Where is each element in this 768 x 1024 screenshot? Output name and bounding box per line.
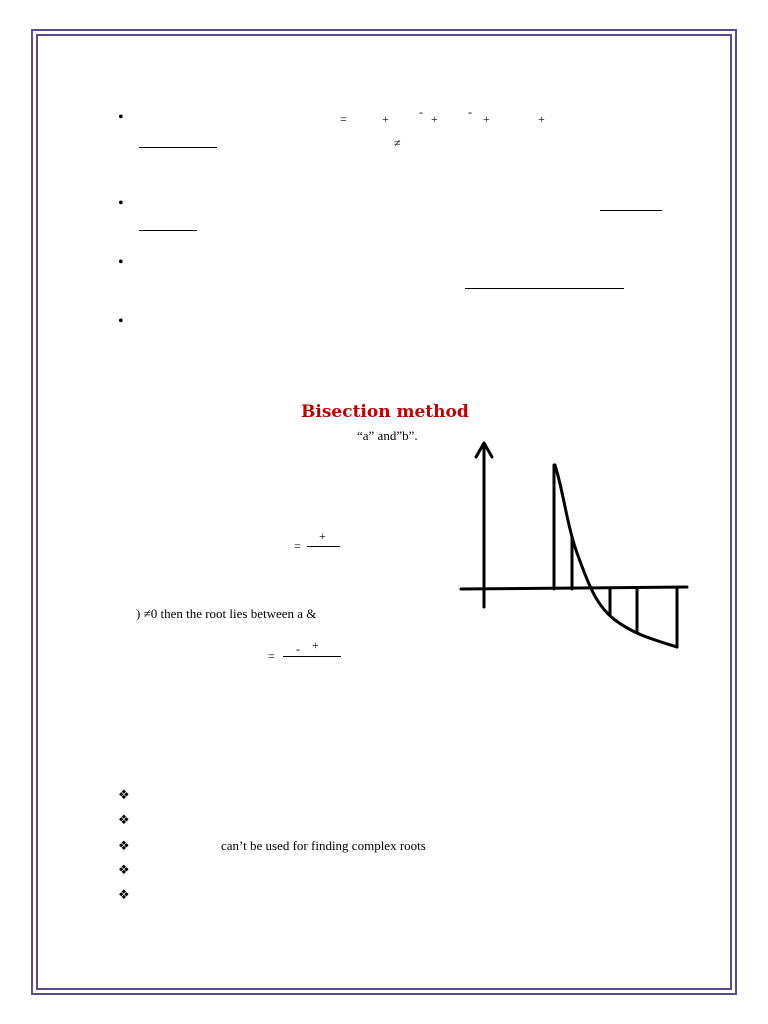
diamond-bullet: ❖ [118, 812, 130, 827]
equals-sign: = [340, 112, 347, 126]
plus-sign: + [312, 638, 319, 652]
ab-text: “a” and”b”. [357, 428, 418, 443]
underline [139, 230, 197, 231]
bullet-4: • [118, 313, 124, 330]
underline [465, 288, 624, 289]
diamond-bullet: ❖ [118, 838, 130, 853]
not-equal-sign: ≠ [394, 136, 401, 150]
plus-sign: + [382, 112, 389, 126]
section-title: Bisection method [301, 402, 469, 422]
plus-sign: + [483, 112, 490, 126]
bullet-3: • [118, 254, 124, 271]
plus-sign: + [538, 112, 545, 126]
bisection-graph-icon [455, 435, 695, 655]
plus-sign: + [319, 529, 326, 543]
minus-sign: - [468, 105, 472, 119]
complex-roots-text: can’t be used for finding complex roots [221, 838, 426, 853]
bullet-1: • [118, 109, 124, 126]
underline [600, 210, 662, 211]
diamond-bullet: ❖ [118, 787, 130, 802]
fraction-bar [307, 546, 340, 547]
minus-sign: - [419, 105, 423, 119]
diamond-bullet: ❖ [118, 862, 130, 877]
fraction-bar [283, 656, 341, 657]
underline [139, 147, 217, 148]
root-text: ) ≠0 then the root lies between a & [136, 606, 317, 621]
minus-sign: - [296, 642, 300, 656]
equals-sign: = [294, 539, 301, 553]
plus-sign: + [431, 112, 438, 126]
equals-sign: = [268, 649, 275, 663]
bullet-2: • [118, 195, 124, 212]
diamond-bullet: ❖ [118, 887, 130, 902]
